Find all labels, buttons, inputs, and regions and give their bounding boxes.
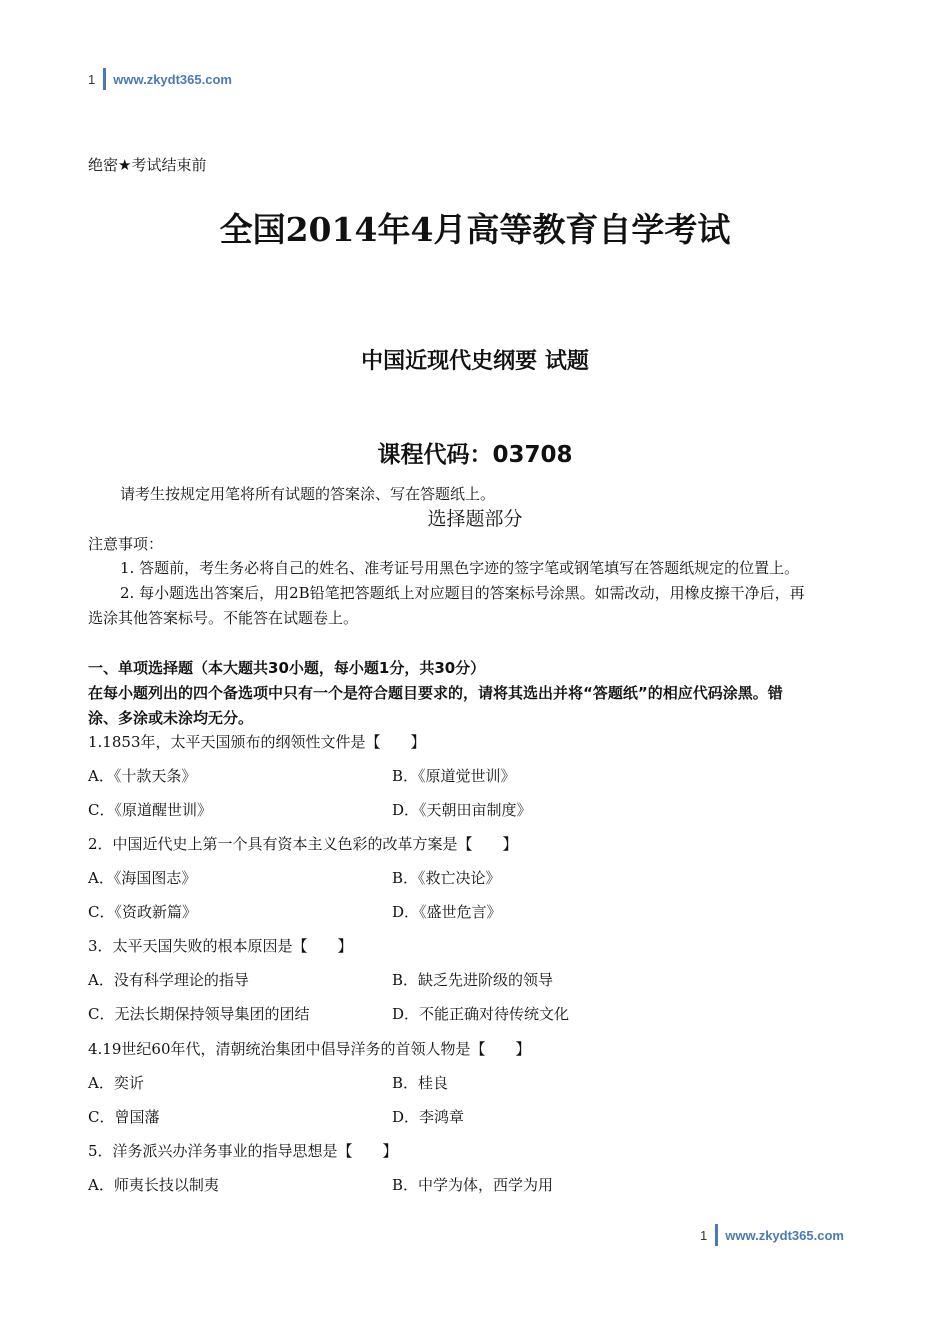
- question-stem: 1.1853年，太平天国颁布的纲领性文件是【 】: [88, 733, 426, 751]
- page-footer: [700, 1224, 844, 1246]
- notes-heading: 注意事项：: [88, 535, 164, 553]
- question-stem: 2．中国近代史上第一个具有资本主义色彩的改革方案是【 】: [88, 835, 518, 853]
- instruction-text: 请考生按规定用笔将所有试题的答案涂、写在答题纸上。: [120, 485, 496, 503]
- option-b: B．桂良: [392, 1074, 449, 1092]
- option-c: C．无法长期保持领导集团的团结: [88, 1005, 310, 1023]
- header-page-number: 1: [88, 71, 96, 87]
- notes-item-2-cont: 选涂其他答案标号。不能答在试题卷上。: [88, 609, 359, 627]
- notes-item-2: 2. 每小题选出答案后，用2B铅笔把答题纸上对应题目的答案标号涂黑。如需改动，用橡皮擦干净后，再: [120, 584, 805, 602]
- question-stem: 4.19世纪60年代，清朝统治集团中倡导洋务的首领人物是【 】: [88, 1040, 531, 1058]
- option-c: C．《原道醒世训》: [88, 801, 212, 819]
- option-d: D．《盛世危言》: [392, 903, 502, 921]
- section-description: 在每小题列出的四个备选项中只有一个是符合题目要求的，请将其选出并将“答题纸”的相应代码涂黑。错: [88, 684, 783, 702]
- section-heading: 一、单项选择题（本大题共30小题，每小题1分，共30分）: [88, 659, 486, 677]
- footer-url: www.zkydt365.com: [725, 1227, 844, 1243]
- page-header: [88, 68, 232, 90]
- option-a: A．没有科学理论的指导: [88, 971, 249, 989]
- header-url: www.zkydt365.com: [113, 71, 232, 87]
- option-a: A．师夷长技以制夷: [88, 1176, 219, 1194]
- question-stem: 5．洋务派兴办洋务事业的指导思想是【 】: [88, 1142, 398, 1160]
- option-d: D．李鸿章: [392, 1108, 465, 1126]
- option-b: B．缺乏先进阶级的领导: [392, 971, 554, 989]
- notes-item-1: 1. 答题前，考生务必将自己的姓名、准考证号用黑色字迹的签字笔或钢笔填写在答题纸规定的位置上。: [120, 559, 800, 577]
- exam-title: 全国2014年4月高等教育自学考试: [219, 210, 731, 249]
- option-a: A．奕䜣: [88, 1074, 144, 1092]
- part-heading: 选择题部分: [427, 508, 523, 530]
- header-divider: [103, 68, 106, 90]
- exam-subtitle: 中国近现代史纲要 试题: [361, 349, 589, 374]
- footer-divider: [715, 1224, 718, 1246]
- footer-page-number: 1: [700, 1227, 708, 1243]
- option-d: D．《天朝田亩制度》: [392, 801, 532, 819]
- option-c: C．曾国藩: [88, 1108, 160, 1126]
- section-description-cont: 涂、多涂或未涂均无分。: [88, 709, 254, 727]
- option-c: C．《资政新篇》: [88, 903, 197, 921]
- secret-note: 绝密★考试结束前: [88, 156, 207, 174]
- option-b: B．《原道觉世训》: [392, 767, 516, 785]
- question-stem: 3．太平天国失败的根本原因是【 】: [88, 937, 353, 955]
- option-b: B．中学为体，西学为用: [392, 1176, 554, 1194]
- option-a: A．《十款天条》: [88, 767, 197, 785]
- option-d: D．不能正确对待传统文化: [392, 1005, 570, 1023]
- option-b: B．《救亡决论》: [392, 869, 501, 887]
- option-a: A．《海国图志》: [88, 869, 197, 887]
- course-code: 课程代码：03708: [377, 442, 573, 468]
